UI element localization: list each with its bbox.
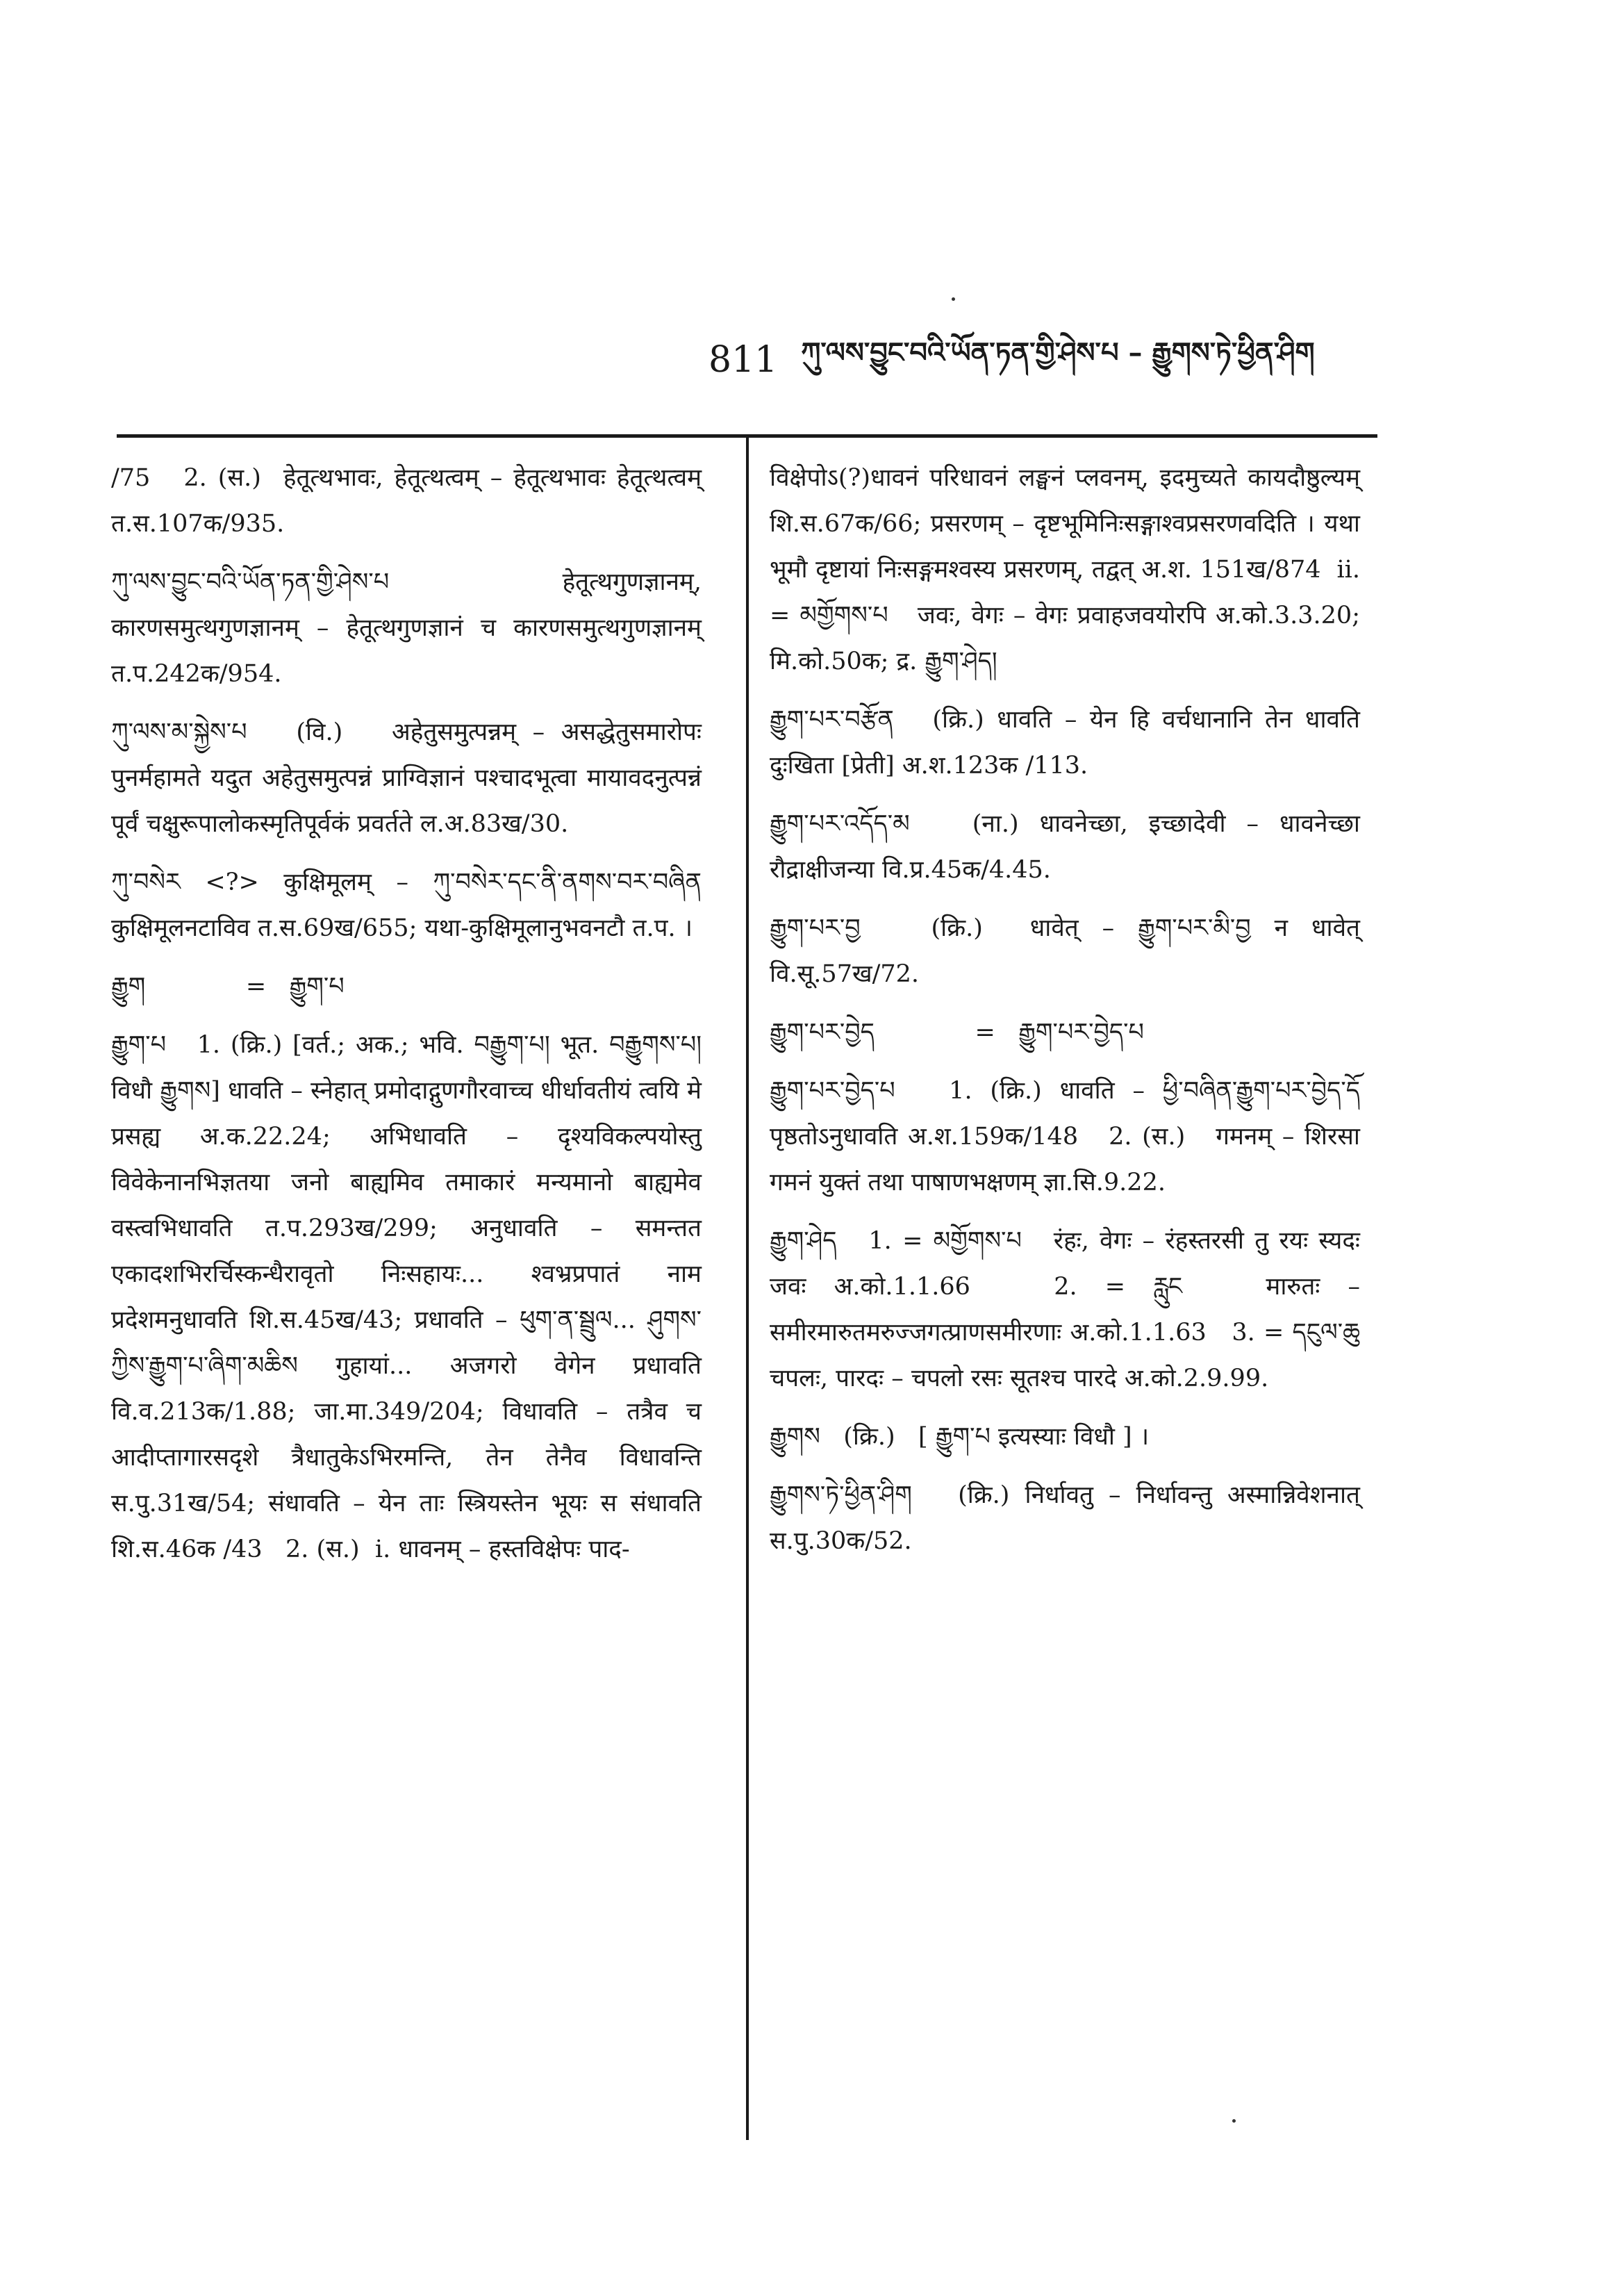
- dictionary-entry: ཀུ་བསེར <?> कुक्षिमूलम् – ཀུ་བསེར་དང་ནི་ནགས་བར་བཞིན कुक्षिमूलनटाविव त.स.69ख/655; यथा-कुक्षिमूलानुभवनटौ त.प. ।: [111, 869, 710, 942]
- dictionary-entry: རྒྱུག = རྒྱུག་པ: [111, 973, 345, 1001]
- left-column: [111, 455, 710, 2137]
- column-divider: [746, 434, 749, 2140]
- dictionary-entry: རྒྱུག་པར་བྱེད་པ 1. (क्रि.) धावति – ཕྱི་བཞིན་རྒྱུག་པར་བྱེད་དོ पृष्ठतोऽनुधावति अ.श.159क/148 2. (स.) गमनम् – शिरसा गमनं युक्तं तथा पाषाणभक्षणम् ज्ञा.सि.9.22.: [770, 1077, 1384, 1196]
- dictionary-entry: ཀུ་ལས་བྱུང་བའི་ཡོན་ཏན་གྱི་ཤེས་པ हेतूत्थगुणज्ञानम्, कारणसमुत्थगुणज्ञानम् – हेतूत्थगुणज्ञानं च कारणसमुत्थगुणज्ञानम् त.प.242क/954.: [111, 568, 710, 688]
- page-header: [709, 332, 1403, 388]
- dictionary-entry: རྒྱུག་པར་བརྩོན (क्रि.) धावति – येन हि वर्चधानानि तेन धावति दुःखिता [प्रेती] अ.श.123क /113.: [770, 706, 1368, 780]
- dictionary-entry: རྒྱུག་ཤེད 1. = མགྱོགས་པ रंहः, वेगः – रंहस्तरसी तु रयः स्यदः जवः अ.को.1.1.66 2. = རླུང मारुतः – समीरमारुतमरुज्जगत्प्राणसमीरणाः अ.को.1.1.63 3. = དངུལ་ཆུ चपलः, पारदः – चपलो रसः सूतश्च पारदे अ.को.2.9.99.: [770, 1227, 1384, 1392]
- scan-speck: [1232, 2119, 1236, 2123]
- dictionary-entry: རྒྱུགས་ཏེ་ཕྱིན་ཤིག (क्रि.) निर्धावतु – निर्धावन्तु अस्मान्निवेशनात् स.पु.30क/52.: [770, 1481, 1368, 1555]
- page-number: 811: [709, 339, 778, 381]
- dictionary-entry: विक्षेपोऽ(?)धावनं परिधावनं लङ्घनं प्लवनम्, इदमुच्यते कायदौष्ठुल्यम् शि.स.67क/66; प्रसरणम् – दृष्टभूमिनिःसङ्गाश्वप्रसरणवदिति । यथा भूमौ दृष्टायां निःसङ्गमश्वस्य प्रसरणम्, तद्वत् अ.श. 151ख/874 ii. = མགྱོགས་པ जवः, वेगः – वेगः प्रवाहजवयोरपि अ.को.3.3.20; मि.को.50क; द्र. རྒྱུག་ཤེད།: [770, 464, 1368, 675]
- dictionary-entry: རྒྱུག་པ 1. (क्रि.) [वर्त.; अक.; भवि. བརྒྱུག་པ། भूत. བརྒྱུགས་པ། विधौ རྒྱུགས] धावति – स्नेहात् प्रमोदाद्गुणगौरवाच्च धीर्धावतीयं त्वयि मे प्रसह्य अ.क.22.24; अभिधावति – दृश्यविकल्पयोस्तु विवेकेनानभिज्ञतया जनो बाह्यमिव तमाकारं मन्यमानो बाह्यमेव वस्त्वभिधावति त.प.293ख/299; अनुधावति – समन्तत एकादशभिरर्चिस्कन्धैरावृतो निःसहायः... श्वभ्रप्रपातं नाम प्रदेशमनुधावति शि.स.45ख/43; प्रधावति – ཕུག་ན་སྦྲུལ... ཤུགས་ཀྱིས་རྒྱུག་པ་ཞིག་མཆིས गुहायां... अजगरो वेगेन प्रधावति वि.व.213क/1.88; जा.मा.349/204; विधावति – तत्रैव च आदीप्तागारसदृशे त्रैधातुकेऽभिरमन्ति, तेन तेनैव विधावन्ति स.पु.31ख/54; संधावति – येन ताः स्त्रियस्तेन भूयः स संधावति शि.स.46क /43 2. (स.) i. धावनम् – हस्तविक्षेपः पाद-: [111, 1031, 710, 1563]
- dictionary-entry: རྒྱུག་པར་བྱ (क्रि.) धावेत् – རྒྱུག་པར་མི་བྱ न धावेत् वि.सू.57ख/72.: [770, 914, 1368, 988]
- dictionary-entry: རྒྱུག་པར་འདོད་མ (ना.) धावनेच्छा, इच्छादेवी – धावनेच्छा रौद्राक्षीजन्या वि.प्र.45क/4.45.: [770, 810, 1368, 884]
- dictionary-entry: རྒྱུག་པར་བྱེད = རྒྱུག་པར་བྱེད་པ: [770, 1019, 1144, 1046]
- dictionary-entry: ཀུ་ལས་མ་སྐྱེས་པ (वि.) अहेतुसमुत्पन्नम् – असद्धेतुसमारोपः पुनर्महामते यदुत अहेतुसमुत्पन्नं प्राग्विज्ञानं पश्चादभूत्वा मायावदनुत्पन्नं पूर्वं चक्षुरूपालोकस्मृतिपूर्वकं प्रवर्तते ल.अ.83ख/30.: [111, 718, 710, 838]
- right-column: [770, 455, 1384, 2137]
- running-head: ཀུ་ལས་བྱུང་བའི་ཡོན་ཏན་གྱི་ཤེས་པ – རྒྱུགས་ཏེ་ཕྱིན་ཤིག: [801, 336, 1315, 369]
- scan-speck: [952, 297, 955, 301]
- dictionary-entry: རྒྱུགས (क्रि.) [ རྒྱུག་པ इत्यस्याः विधौ ] ।: [770, 1423, 1150, 1451]
- dictionary-entry: /75 2. (स.) हेतूत्थभावः, हेतूत्थत्वम् – हेतूत्थभावः हेतूत्थत्वम् त.स.107क/935.: [111, 464, 710, 538]
